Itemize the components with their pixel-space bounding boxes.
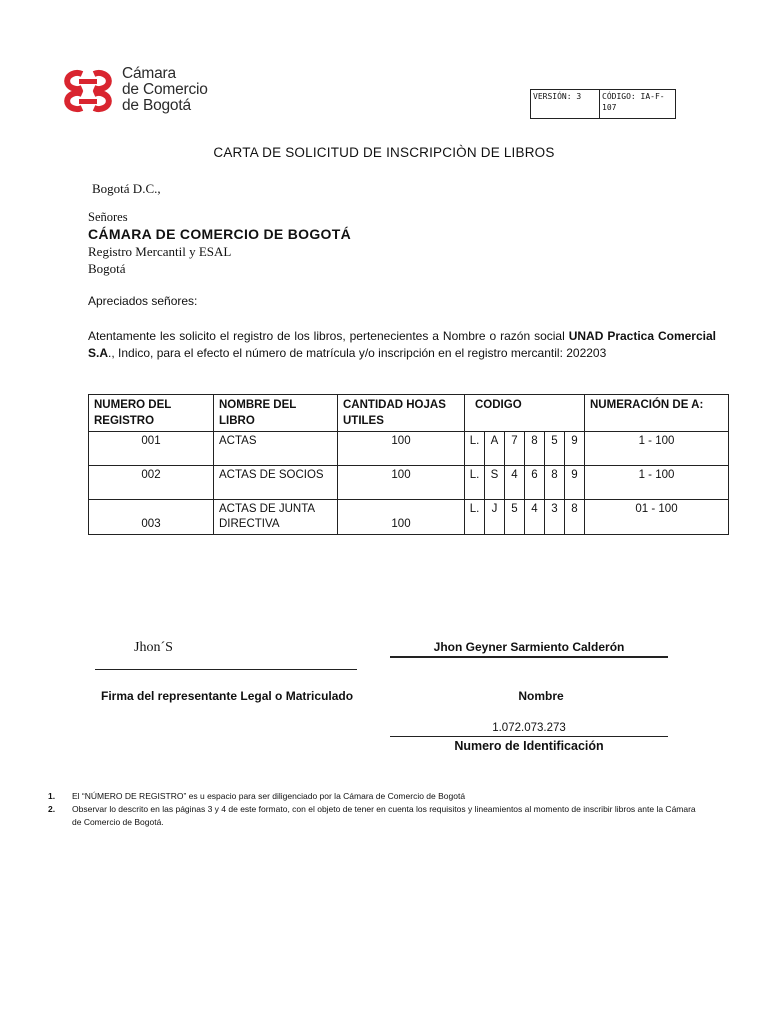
cell-code: L. <box>465 432 485 466</box>
footnote-text: Observar lo descrito en las páginas 3 y 4 de este formato, con el objeto de tener en cuenta los requisitos y lineamientos al momento de inscribir libros ante la Cámara de Comercio de Bogotá. <box>72 804 696 827</box>
cell-numeracion: 1 - 100 <box>585 432 729 466</box>
letter-organization: CÁMARA DE COMERCIO DE BOGOTÁ <box>88 226 351 242</box>
letter-body <box>88 328 716 362</box>
cell-code: 6 <box>525 466 545 500</box>
letter-department: Registro Mercantil y ESAL <box>88 244 232 259</box>
cell-code: 9 <box>565 432 585 466</box>
cell-code: S <box>485 466 505 500</box>
letter-city: Bogotá D.C., <box>92 181 161 196</box>
name-line <box>390 656 668 658</box>
cell-registro: 001 <box>89 432 214 466</box>
cell-code: A <box>485 432 505 466</box>
chamber-logo-text <box>122 66 208 114</box>
cell-hojas: 100 <box>338 466 465 500</box>
cell-code: 8 <box>525 432 545 466</box>
header-codigo: CODIGO <box>465 395 585 432</box>
id-line <box>390 736 668 737</box>
cell-code: J <box>485 500 505 535</box>
cell-registro: 002 <box>89 466 214 500</box>
cell-code: 4 <box>505 466 525 500</box>
cell-code: 4 <box>525 500 545 535</box>
cell-code: 5 <box>505 500 525 535</box>
cell-numeracion: 01 - 100 <box>585 500 729 535</box>
signature-line <box>95 669 357 670</box>
cell-numeracion: 1 - 100 <box>585 466 729 500</box>
table-row <box>89 432 729 466</box>
header-hojas: CANTIDAD HOJAS UTILES <box>338 395 465 432</box>
logo-line-1: Cámara <box>122 65 176 82</box>
footnotes <box>48 790 698 829</box>
cell-registro: 003 <box>89 500 214 535</box>
footnote-item <box>48 803 698 829</box>
letter-city-2: Bogotá <box>88 261 126 276</box>
document-title: CARTA DE SOLICITUD DE INSCRIPCIÒN DE LIBROS <box>213 145 555 160</box>
handwritten-signature: Jhon´S <box>134 640 173 655</box>
company-name: UNAD Practica Comercial S.A <box>88 329 716 360</box>
id-value: 1.072.073.273 <box>492 722 566 734</box>
letter-salutation: Señores <box>88 210 128 224</box>
letter-body-part-2: ., Indico, para el efecto el número de matrícula y/o inscripción en el registro mercantil: 202203 <box>108 346 607 360</box>
footnote-item <box>48 790 698 803</box>
cell-nombre: ACTAS <box>214 432 338 466</box>
cell-code: 8 <box>565 500 585 535</box>
version-label: VERSIÓN: 3 <box>531 90 600 118</box>
footnote-number: 1. <box>48 791 56 801</box>
letter-greeting: Apreciados señores: <box>88 294 198 308</box>
cell-code: L. <box>465 466 485 500</box>
table-row <box>89 466 729 500</box>
table-header-row <box>89 395 729 432</box>
header-registro: NUMERO DEL REGISTRO <box>89 395 214 432</box>
books-table <box>88 394 729 535</box>
chamber-logo <box>58 66 228 118</box>
letter-body-part-1: Atentamente les solicito el registro de los libros, pertenecientes a Nombre o razón social <box>88 329 569 343</box>
cell-code: 5 <box>545 432 565 466</box>
footnote-number: 2. <box>48 804 56 814</box>
signature-label: Firma del representante Legal o Matriculado <box>101 689 354 703</box>
cell-code: 8 <box>545 466 565 500</box>
code-label: CÓDIGO: IA-F-107 <box>602 92 665 112</box>
cell-code: 9 <box>565 466 585 500</box>
name-value: Jhon Geyner Sarmiento Calderón <box>433 640 625 654</box>
table-row <box>89 500 729 535</box>
logo-line-3: de Bogotá <box>122 97 191 114</box>
cell-code: 3 <box>545 500 565 535</box>
chamber-logo-mark-icon <box>58 68 118 114</box>
version-code-box <box>530 89 676 119</box>
footnote-text: El “NÚMERO DE REGISTRO” es u espacio para ser diligenciado por la Cámara de Comercio de Bogotá <box>72 791 466 801</box>
header-numeracion: NUMERACIÓN DE A: <box>585 395 729 432</box>
header-nombre: NOMBRE DEL LIBRO <box>214 395 338 432</box>
cell-hojas: 100 <box>338 500 465 535</box>
cell-code: 7 <box>505 432 525 466</box>
logo-line-2: de Comercio <box>122 81 208 98</box>
id-label: Numero de Identificación <box>454 739 604 753</box>
cell-code: L. <box>465 500 485 535</box>
cell-nombre: ACTAS DE SOCIOS <box>214 466 338 500</box>
name-label: Nombre <box>518 689 564 703</box>
cell-hojas: 100 <box>338 432 465 466</box>
cell-nombre: ACTAS DE JUNTA DIRECTIVA <box>214 500 338 535</box>
